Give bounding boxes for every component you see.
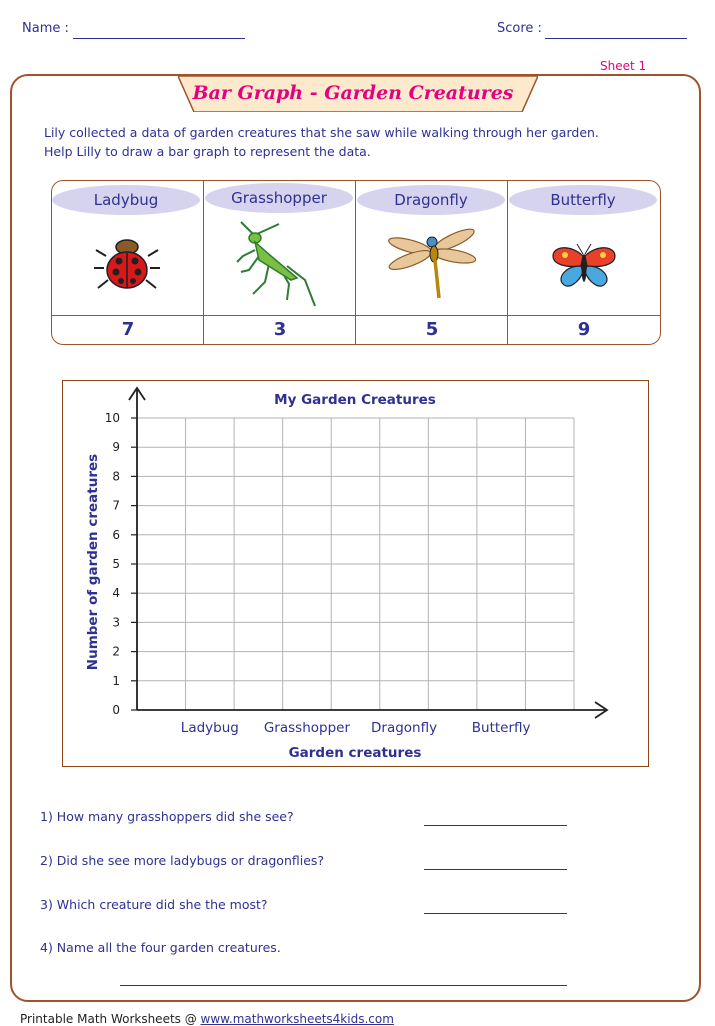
intro-line-1: Lily collected a data of garden creatures that she saw while walking through her garden.	[44, 125, 599, 140]
answer-line-1[interactable]	[424, 825, 567, 826]
ladybug-icon	[92, 234, 162, 294]
creature-header-butterfly: Butterfly	[509, 185, 657, 215]
creature-header-grasshopper: Grasshopper	[205, 183, 353, 213]
x-tick-label: Grasshopper	[263, 720, 351, 736]
name-label: Name :	[22, 21, 69, 36]
bar-graph	[62, 380, 649, 767]
creature-header-dragonfly: Dragonfly	[357, 185, 505, 215]
sheet-label: Sheet 1	[600, 59, 647, 73]
count-grasshopper: 3	[273, 319, 287, 340]
question-1: 1) How many grasshoppers did she see?	[40, 809, 294, 824]
grasshopper-icon	[235, 220, 321, 310]
answer-line-4[interactable]	[120, 985, 567, 986]
question-4: 4) Name all the four garden creatures.	[40, 940, 281, 955]
y-tick-label: 10	[104, 411, 120, 425]
chart-axes	[129, 388, 607, 718]
intro-line-2: Help Lilly to draw a bar graph to represent the data.	[44, 144, 371, 159]
footer-link[interactable]: www.mathworksheets4kids.com	[200, 1012, 394, 1026]
name-field[interactable]	[73, 38, 245, 39]
y-tick-label: 2	[112, 644, 120, 659]
creature-header-ladybug: Ladybug	[52, 185, 200, 215]
footer-text: Printable Math Worksheets @	[20, 1012, 201, 1026]
x-tick-label: Dragonfly	[371, 720, 438, 736]
butterfly-icon	[551, 242, 617, 290]
score-field[interactable]	[545, 38, 687, 39]
x-tick-label: Ladybug	[180, 720, 239, 736]
question-3: 3) Which creature did she the most?	[40, 897, 268, 912]
count-dragonfly: 5	[425, 319, 439, 340]
page-title: Bar Graph - Garden Creatures	[192, 82, 514, 104]
score-label: Score :	[497, 21, 542, 36]
count-ladybug: 7	[121, 319, 135, 340]
answer-line-3[interactable]	[424, 913, 567, 914]
x-tick-label: Butterfly	[471, 720, 531, 736]
y-tick-label: 1	[112, 673, 120, 688]
question-2: 2) Did she see more ladybugs or dragonflies?	[40, 853, 325, 868]
x-axis-label: Garden creatures	[288, 745, 422, 761]
chart-grid	[137, 418, 574, 710]
y-tick-label: 5	[112, 557, 120, 571]
dragonfly-icon	[388, 226, 476, 300]
count-butterfly: 9	[577, 319, 591, 340]
y-tick-label: 4	[112, 586, 120, 601]
y-tick-label: 8	[112, 469, 120, 484]
y-tick-label: 6	[112, 527, 120, 542]
y-tick-label: 7	[112, 498, 120, 513]
y-axis-label: Number of garden creatures	[85, 453, 101, 671]
y-tick-label: 3	[112, 615, 120, 630]
chart-title: My Garden Creatures	[274, 392, 436, 408]
y-tick-label: 0	[112, 703, 120, 717]
table-row-divider	[52, 315, 660, 316]
answer-line-2[interactable]	[424, 869, 567, 870]
y-tick-label: 9	[112, 440, 120, 455]
